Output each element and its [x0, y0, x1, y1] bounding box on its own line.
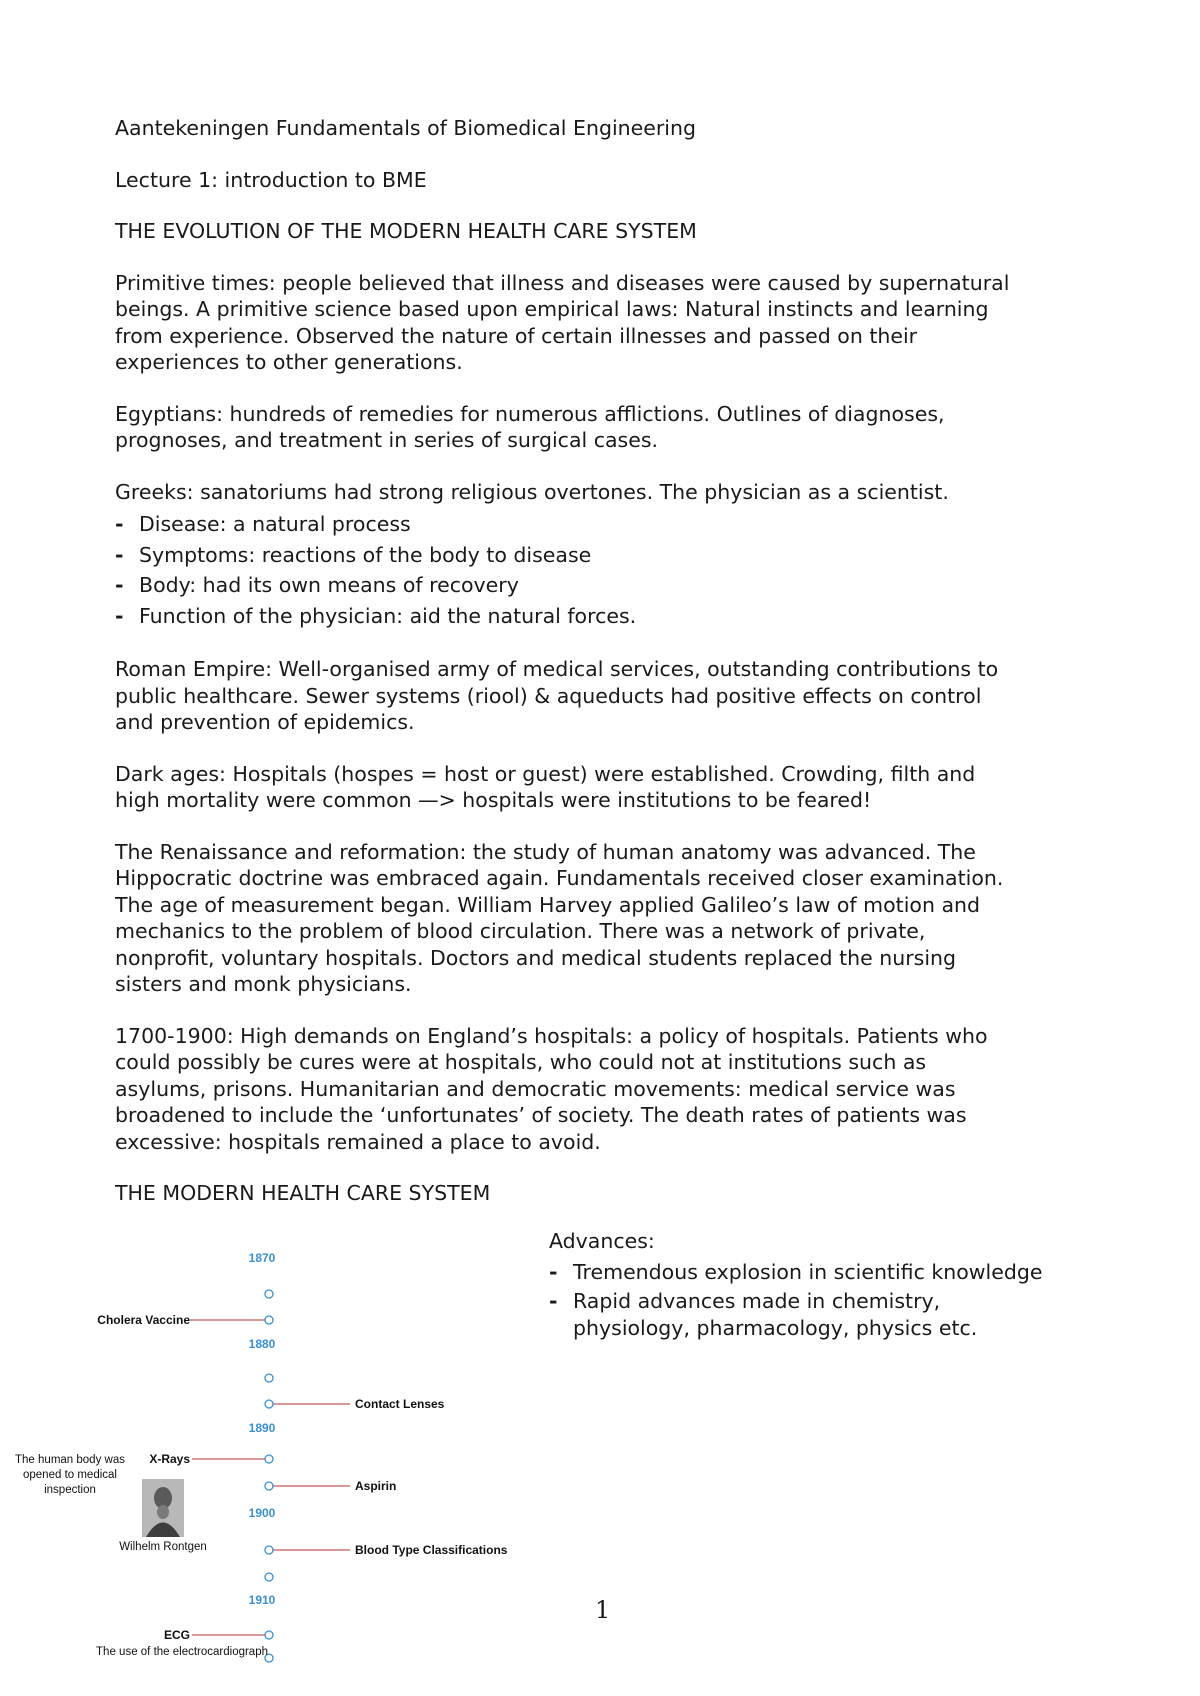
timeline-marker-icon: [265, 1631, 273, 1639]
timeline-marker-icon: [265, 1482, 273, 1490]
paragraph-renaissance: [115, 839, 1115, 998]
dash-bullet-icon: -: [115, 542, 124, 567]
timeline-marker-icon: [265, 1316, 273, 1324]
section-heading-modern: THE MODERN HEALTH CARE SYSTEM: [115, 1181, 491, 1205]
list-item: [549, 1259, 1109, 1286]
paragraph-line: broadened to include the ‘unfortunates’ of society. The death rates of patients was: [115, 1103, 967, 1127]
year-label: 1910: [248, 1593, 276, 1607]
lecture-title: Lecture 1: introduction to BME: [115, 167, 427, 192]
dash-bullet-icon: -: [549, 1259, 558, 1284]
paragraph-line: sisters and monk physicians.: [115, 972, 412, 996]
paragraph-line: Egyptians: hundreds of remedies for numerous afflictions. Outlines of diagnoses,: [115, 401, 945, 426]
paragraph-line: 1700-1900: High demands on England’s hospitals: a policy of hospitals. Patients who: [115, 1023, 988, 1048]
paragraph-line: experiences to other generations.: [115, 350, 463, 374]
note-ecg: The use of the electrocardiograph: [96, 1646, 268, 1658]
event-x-rays: X-Rays: [149, 1452, 190, 1466]
event-aspirin: Aspirin: [355, 1479, 397, 1493]
list-item: [115, 570, 1115, 601]
paragraph-line: Hippocratic doctrine was embraced again. Fundamentals received closer examination.: [115, 866, 1004, 890]
rontgen-portrait-image: [142, 1479, 184, 1537]
year-label: 1870: [248, 1251, 276, 1265]
note-human-body: inspection: [44, 1484, 96, 1496]
list-item-text: Symptoms: reactions of the body to disease: [139, 542, 592, 567]
list-item: [549, 1288, 1109, 1341]
paragraph-line: Roman Empire: Well-organised army of medical services, outstanding contributions to: [115, 657, 999, 681]
paragraph-line: asylums, prisons. Humanitarian and democratic movements: medical service was: [115, 1076, 956, 1101]
document-title: Aantekeningen Fundamentals of Biomedical Engineering: [115, 116, 697, 140]
timeline-svg: [0, 1250, 560, 1680]
paragraph-greeks: Greeks: sanatoriums had strong religious overtones. The physician as a scientist.: [115, 479, 949, 504]
note-human-body: The human body was: [15, 1454, 125, 1466]
timeline-marker-icon: [265, 1573, 273, 1581]
paragraph-line: nonprofit, voluntary hospitals. Doctors and medical students replaced the nursing: [115, 945, 957, 970]
paragraph-line: Dark ages: Hospitals (hospes = host or guest) were established. Crowding, filth and: [115, 761, 976, 786]
text-column: [115, 115, 1115, 1232]
paragraph-roman-empire: [115, 656, 1115, 736]
dash-bullet-icon: -: [115, 573, 124, 597]
list-item-text: Rapid advances made in chemistry,: [573, 1289, 941, 1313]
list-item-text: Tremendous explosion in scientific knowledge: [573, 1259, 1043, 1284]
paragraph-line: from experience. Observed the nature of certain illnesses and passed on their: [115, 323, 918, 348]
paragraph-dark-ages: [115, 761, 1115, 814]
timeline-marker-icon: [265, 1290, 273, 1298]
list-item-text: Function of the physician: aid the natural forces.: [139, 603, 637, 628]
paragraph-line: public healthcare. Sewer systems (riool) & aqueducts had positive effects on control: [115, 683, 982, 708]
paragraph-line: beings. A primitive science based upon empirical laws: Natural instincts and learning: [115, 297, 989, 321]
list-item-text: Body: had its own means of recovery: [139, 573, 519, 597]
paragraph-line: could possibly be cures were at hospitals, who could not at institutions such as: [115, 1050, 927, 1074]
year-label: 1890: [248, 1421, 276, 1435]
year-label: 1880: [248, 1337, 276, 1351]
list-item-text: Disease: a natural process: [139, 512, 411, 536]
event-contact-lenses: Contact Lenses: [355, 1397, 445, 1411]
dash-bullet-icon: -: [115, 512, 124, 536]
advances-bullet-list: [549, 1259, 1109, 1342]
portrait-caption: Wilhelm Rontgen: [119, 1541, 207, 1553]
paragraph-line: prognoses, and treatment in series of surgical cases.: [115, 428, 659, 452]
paragraph-line: The Renaissance and reformation: the study of human anatomy was advanced. The: [115, 839, 976, 864]
list-item: [115, 509, 1115, 540]
advances-heading: Advances:: [549, 1229, 655, 1253]
dash-bullet-icon: -: [115, 603, 124, 628]
dash-bullet-icon: -: [549, 1289, 558, 1313]
paragraph-line: Primitive times: people believed that illness and diseases were caused by supernatural: [115, 270, 1010, 295]
note-human-body: opened to medical: [23, 1469, 117, 1481]
list-item-text: physiology, pharmacology, physics etc.: [573, 1315, 978, 1340]
event-blood-type: Blood Type Classifications: [355, 1543, 508, 1557]
paragraph-1700-1900: [115, 1023, 1115, 1156]
paragraph-egyptians: [115, 401, 1115, 454]
event-cholera-vaccine: Cholera Vaccine: [97, 1313, 190, 1327]
list-item: [115, 601, 1115, 632]
timeline-marker-icon: [265, 1400, 273, 1408]
paragraph-line: mechanics to the problem of blood circulation. There was a network of private,: [115, 919, 926, 943]
paragraph-line: high mortality were common —> hospitals were institutions to be feared!: [115, 788, 872, 812]
event-ecg: ECG: [163, 1628, 190, 1642]
advances-block: [549, 1228, 1109, 1366]
greeks-bullet-list: [115, 509, 1115, 631]
timeline-marker-icon: [265, 1546, 273, 1554]
timeline-marker-icon: [265, 1455, 273, 1463]
paragraph-line: The age of measurement began. William Harvey applied Galileo’s law of motion and: [115, 892, 981, 917]
paragraph-line: excessive: hospitals remained a place to avoid.: [115, 1129, 601, 1154]
timeline-figure: [0, 1250, 560, 1680]
paragraph-line: and prevention of epidemics.: [115, 710, 415, 734]
page-number: 1: [595, 1596, 611, 1624]
timeline-marker-icon: [265, 1374, 273, 1382]
year-label: 1900: [248, 1506, 276, 1520]
paragraph-primitive: [115, 270, 1115, 376]
list-item: [115, 540, 1115, 571]
section-heading-evolution: THE EVOLUTION OF THE MODERN HEALTH CARE SYSTEM: [115, 219, 697, 243]
